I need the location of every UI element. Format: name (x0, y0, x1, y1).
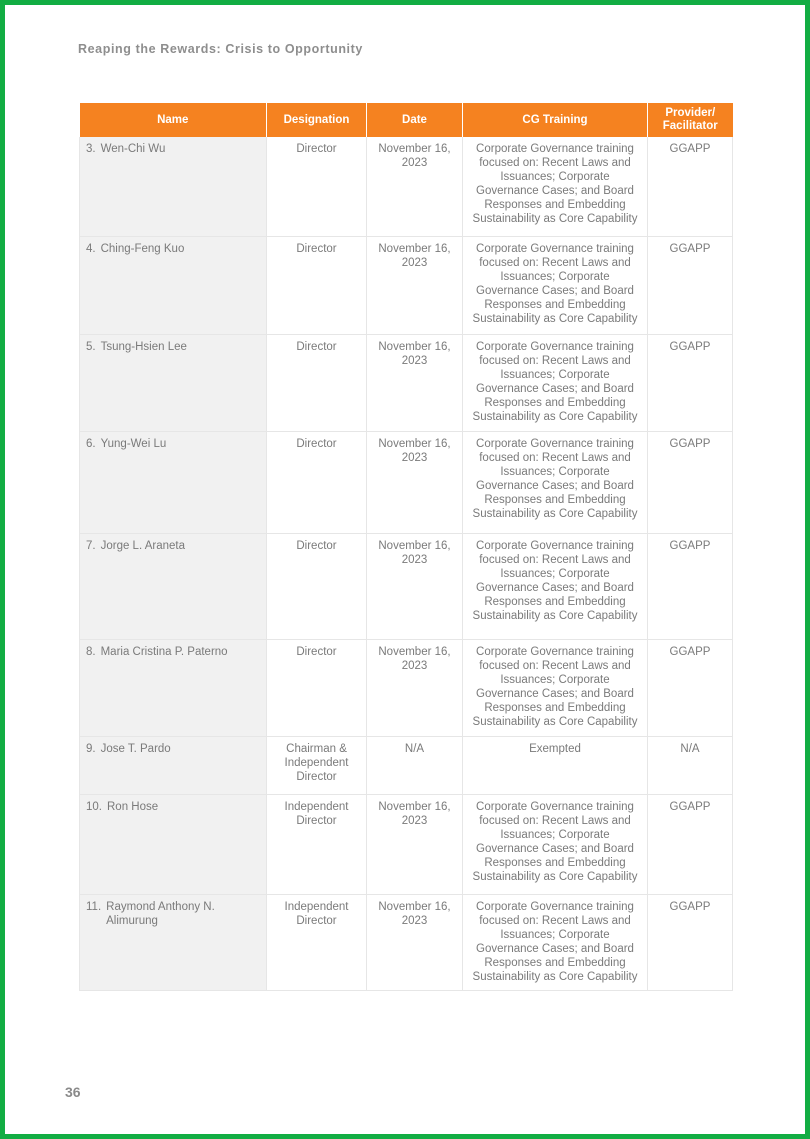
row-number: 10. (86, 800, 102, 813)
column-header-designation: Designation (267, 103, 367, 137)
running-title: Reaping the Rewards: Crisis to Opportunity (78, 42, 363, 56)
table-row (80, 137, 733, 236)
page-number: 36 (65, 1084, 81, 1100)
row-number: 9. (86, 742, 96, 755)
director-name: Ching-Feng Kuo (100, 242, 185, 255)
cell-date: November 16, 2023 (367, 794, 463, 894)
cell-cg-training: Corporate Governance training focused on: Recent Laws and Issuances; Corporate Governance Cases; and Board Responses and Embedding Sustainability as Core Capability (463, 794, 648, 894)
table-row (80, 639, 733, 736)
cell-name (80, 334, 267, 431)
cell-provider: GGAPP (648, 334, 733, 431)
cg-training-table (79, 103, 733, 991)
table-row (80, 736, 733, 794)
table-row (80, 236, 733, 334)
cell-provider: GGAPP (648, 533, 733, 639)
director-name: Jose T. Pardo (100, 742, 171, 755)
cell-name (80, 894, 267, 990)
director-name: Jorge L. Araneta (100, 539, 185, 552)
column-header-provider: Provider/ Facilitator (648, 103, 733, 137)
cell-cg-training: Corporate Governance training focused on: Recent Laws and Issuances; Corporate Governance Cases; and Board Responses and Embedding Sustainability as Core Capability (463, 334, 648, 431)
cell-date: N/A (367, 736, 463, 794)
row-number: 11. (86, 900, 102, 913)
cell-date: November 16, 2023 (367, 639, 463, 736)
cell-designation: Director (267, 137, 367, 236)
director-name: Raymond Anthony N. Alimurung (106, 900, 215, 927)
cell-cg-training: Corporate Governance training focused on: Recent Laws and Issuances; Corporate Governance Cases; and Board Responses and Embedding Sustainability as Core Capability (463, 236, 648, 334)
row-number: 8. (86, 645, 96, 658)
cell-date: November 16, 2023 (367, 431, 463, 533)
director-name: Yung-Wei Lu (100, 437, 167, 450)
row-number: 7. (86, 539, 96, 552)
cell-cg-training: Exempted (463, 736, 648, 794)
cell-cg-training: Corporate Governance training focused on: Recent Laws and Issuances; Corporate Governance Cases; and Board Responses and Embedding Sustainability as Core Capability (463, 894, 648, 990)
row-number: 3. (86, 143, 96, 155)
table-row (80, 894, 733, 990)
cell-designation: Director (267, 639, 367, 736)
cell-name (80, 236, 267, 334)
cell-designation: Director (267, 533, 367, 639)
cell-date: November 16, 2023 (367, 894, 463, 990)
cell-provider: GGAPP (648, 431, 733, 533)
cell-cg-training: Corporate Governance training focused on: Recent Laws and Issuances; Corporate Governance Cases; and Board Responses and Embedding Sustainability as Core Capability (463, 431, 648, 533)
director-name: Maria Cristina P. Paterno (100, 645, 228, 658)
cell-name (80, 794, 267, 894)
cell-name (80, 533, 267, 639)
cell-provider: GGAPP (648, 794, 733, 894)
cell-date: November 16, 2023 (367, 137, 463, 236)
column-header-date: Date (367, 103, 463, 137)
cell-provider: GGAPP (648, 137, 733, 236)
cell-name (80, 137, 267, 236)
cell-date: November 16, 2023 (367, 236, 463, 334)
cell-provider: GGAPP (648, 236, 733, 334)
table-row (80, 334, 733, 431)
column-header-cg-training: CG Training (463, 103, 648, 137)
cell-name (80, 736, 267, 794)
cell-date: November 16, 2023 (367, 533, 463, 639)
row-number: 4. (86, 242, 96, 255)
cell-provider: GGAPP (648, 639, 733, 736)
cell-cg-training: Corporate Governance training focused on: Recent Laws and Issuances; Corporate Governance Cases; and Board Responses and Embedding Sustainability as Core Capability (463, 639, 648, 736)
director-name: Ron Hose (107, 800, 159, 813)
table-row (80, 533, 733, 639)
cell-designation: Independent Director (267, 794, 367, 894)
cell-designation: Chairman & Independent Director (267, 736, 367, 794)
table-row (80, 794, 733, 894)
row-number: 5. (86, 340, 96, 353)
cell-name (80, 639, 267, 736)
table-header-row (80, 103, 733, 137)
cell-designation: Director (267, 334, 367, 431)
cell-designation: Independent Director (267, 894, 367, 990)
cell-provider: N/A (648, 736, 733, 794)
director-name: Tsung-Hsien Lee (100, 340, 187, 353)
table-row (80, 431, 733, 533)
cell-designation: Director (267, 431, 367, 533)
cell-cg-training: Corporate Governance training focused on: Recent Laws and Issuances; Corporate Governance Cases; and Board Responses and Embedding Sustainability as Core Capability (463, 533, 648, 639)
row-number: 6. (86, 437, 96, 450)
table-body (80, 137, 733, 990)
cell-name (80, 431, 267, 533)
column-header-name: Name (80, 103, 267, 137)
director-name: Wen-Chi Wu (100, 143, 166, 155)
cell-designation: Director (267, 236, 367, 334)
cell-provider: GGAPP (648, 894, 733, 990)
cell-date: November 16, 2023 (367, 334, 463, 431)
cell-cg-training: Corporate Governance training focused on: Recent Laws and Issuances; Corporate Governance Cases; and Board Responses and Embedding Sustainability as Core Capability (463, 137, 648, 236)
